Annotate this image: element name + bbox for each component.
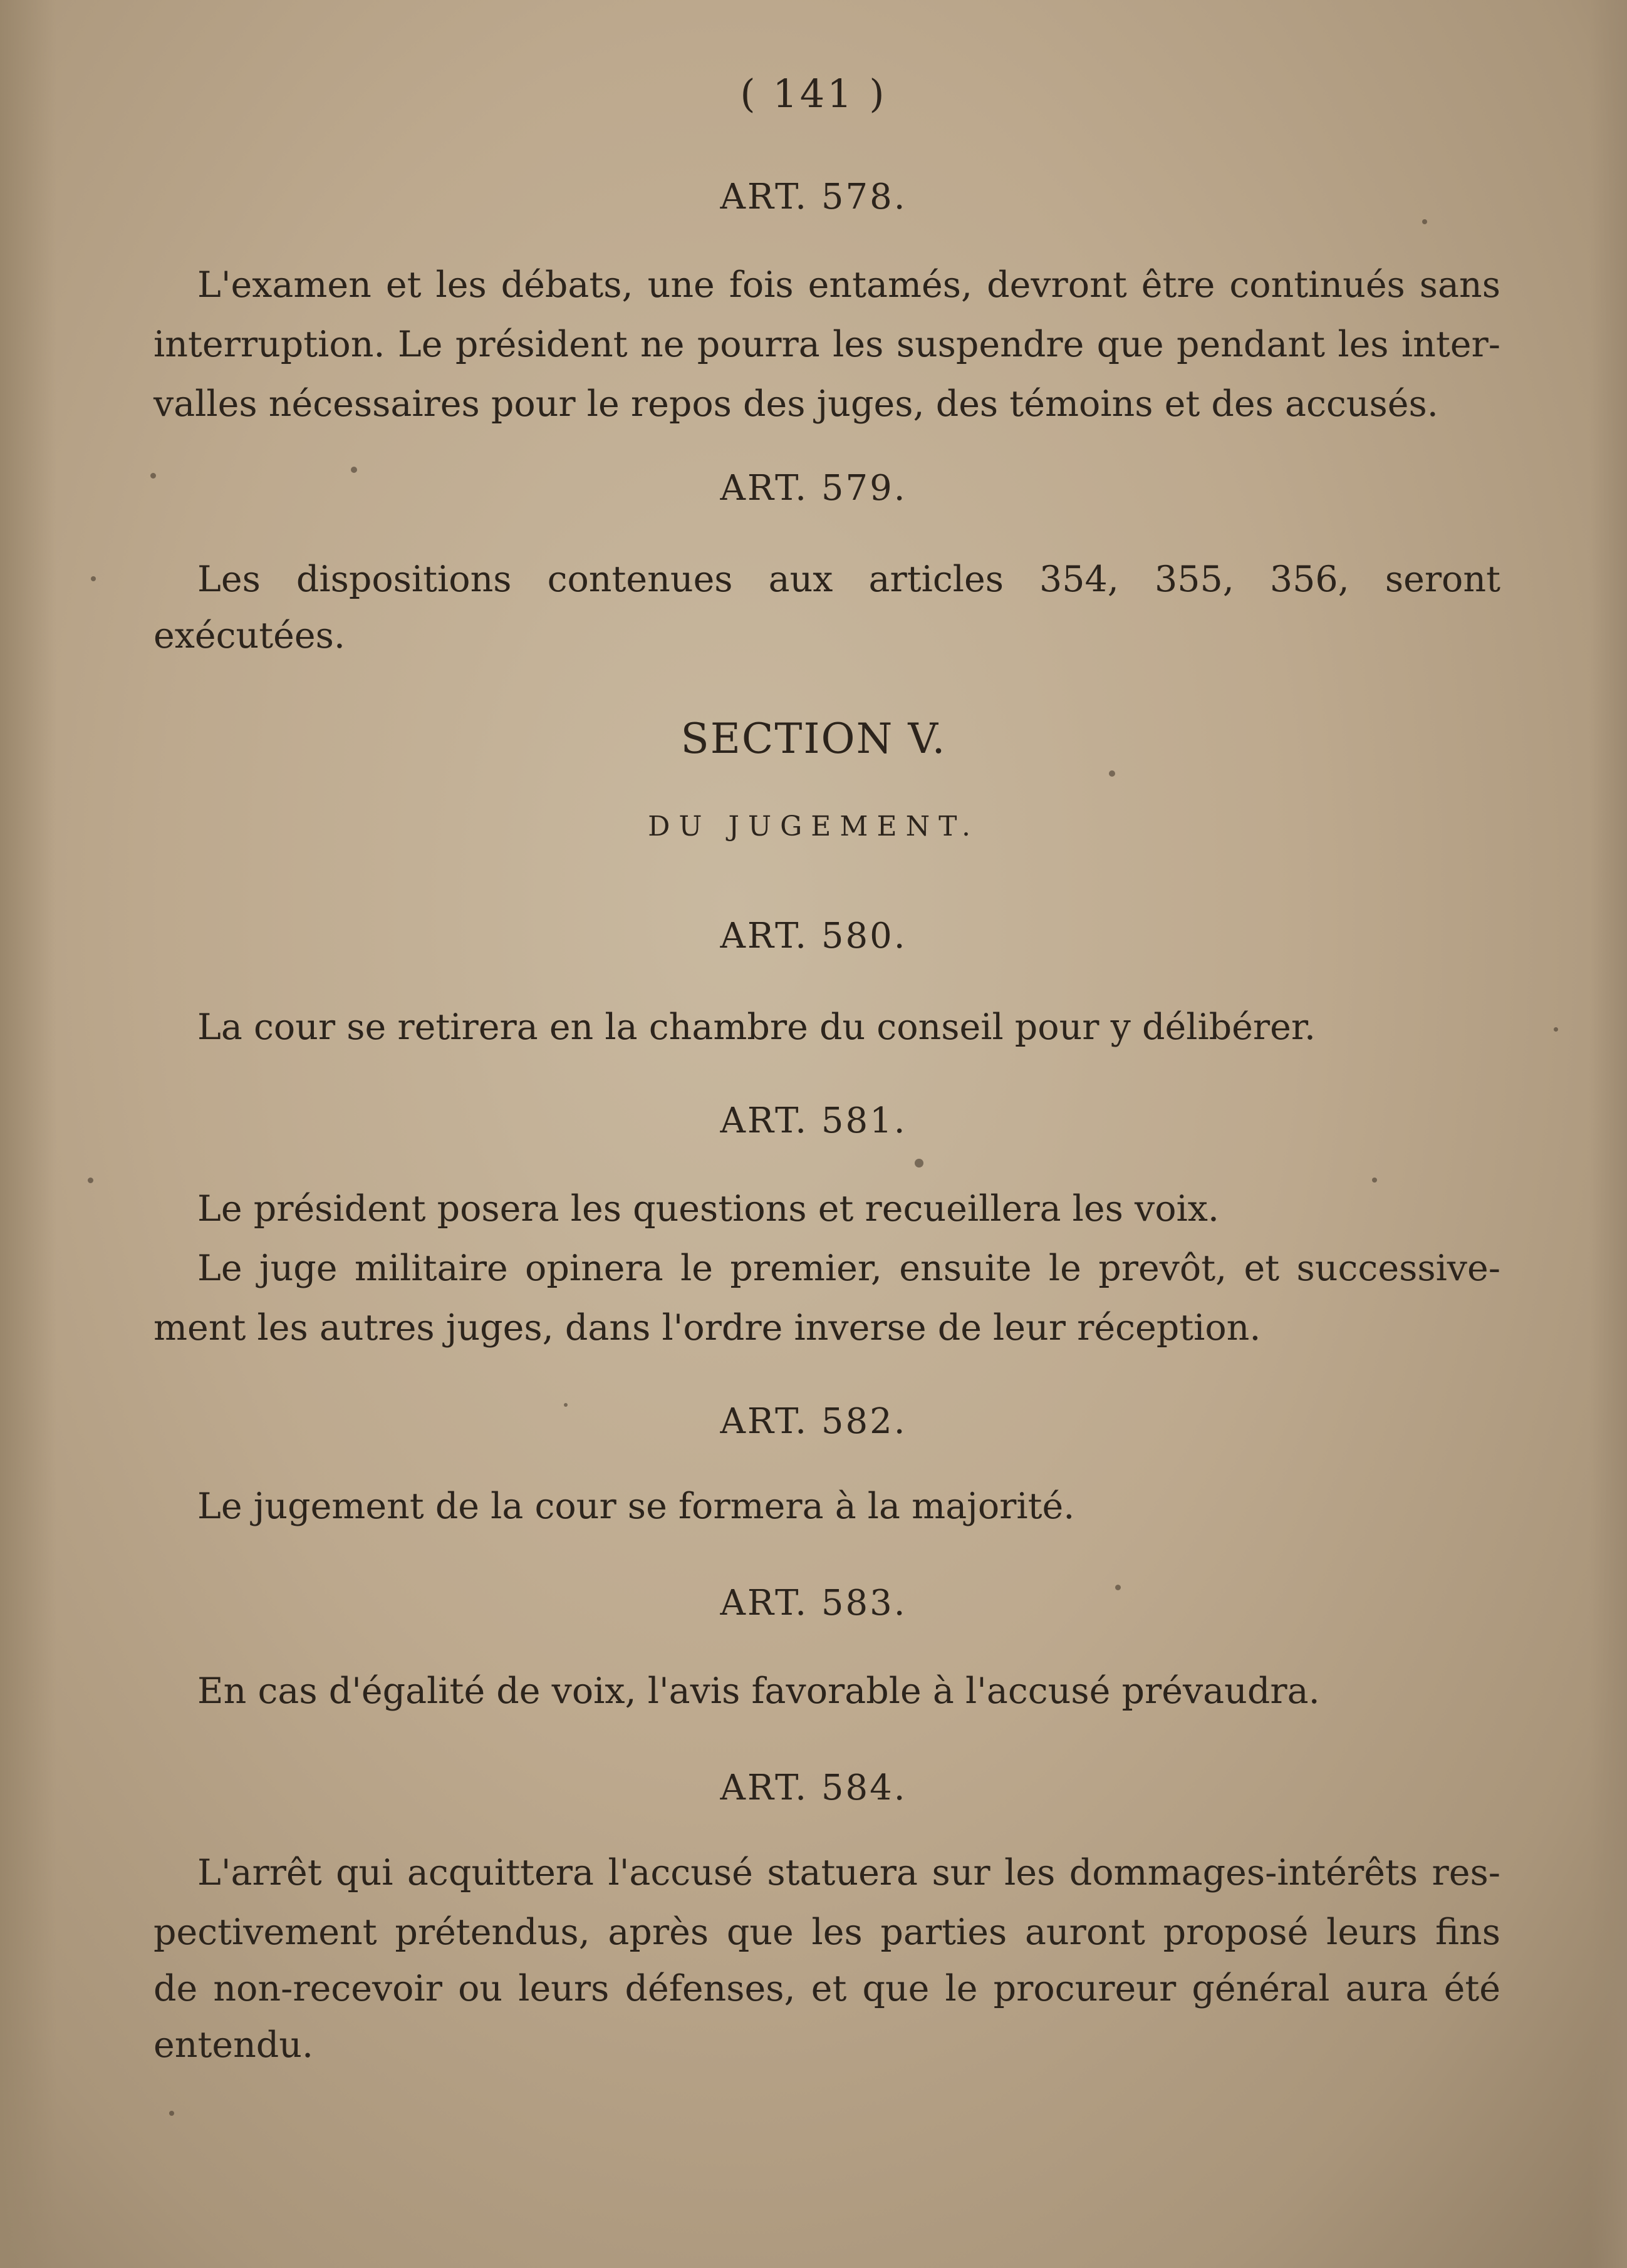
foxing-speck bbox=[1109, 770, 1115, 777]
foxing-speck bbox=[91, 576, 96, 581]
foxing-speck bbox=[88, 1178, 93, 1183]
article-578-text-line: valles nécessaires pour le repos des juges, des témoins et des accusés. bbox=[153, 383, 1438, 425]
article-581-heading: ART. 581. bbox=[720, 1100, 907, 1141]
article-583-text-line: En cas d'égalité de voix, l'avis favorable à l'accusé prévaudra. bbox=[197, 1670, 1320, 1712]
article-584-text-line: L'arrêt qui acquittera l'accusé statuera sur les dommages-intérêts res- bbox=[197, 1852, 1500, 1893]
article-578-heading: ART. 578. bbox=[720, 177, 907, 217]
foxing-speck bbox=[1372, 1178, 1377, 1183]
article-584-text-line: entendu. bbox=[153, 2024, 314, 2066]
article-580-heading: ART. 580. bbox=[720, 916, 907, 956]
article-582-heading: ART. 582. bbox=[720, 1401, 907, 1442]
article-582-text-line: Le jugement de la cour se formera à la majorité. bbox=[197, 1486, 1075, 1527]
article-581-text-line: Le président posera les questions et recueillera les voix. bbox=[197, 1188, 1220, 1230]
article-580-text-line: La cour se retirera en la chambre du conseil pour y délibérer. bbox=[197, 1007, 1316, 1048]
foxing-speck bbox=[169, 2111, 174, 2116]
article-584-text-line: de non-recevoir ou leurs défenses, et que le procureur général aura été bbox=[153, 1968, 1500, 2009]
article-583-heading: ART. 583. bbox=[720, 1583, 907, 1623]
foxing-speck bbox=[1422, 219, 1427, 224]
page-number: ( 141 ) bbox=[740, 71, 887, 117]
article-581-text-line: Le juge militaire opinera le premier, ensuite le prevôt, et successive- bbox=[197, 1248, 1500, 1289]
article-579-text-line: exécutées. bbox=[153, 615, 345, 656]
article-581-text-line: ment les autres juges, dans l'ordre inverse de leur réception. bbox=[153, 1307, 1261, 1349]
article-578-text-line: interruption. Le président ne pourra les suspendre que pendant les inter- bbox=[153, 324, 1500, 365]
article-584-heading: ART. 584. bbox=[720, 1768, 907, 1808]
section-subtitle: DU JUGEMENT. bbox=[648, 810, 979, 842]
article-579-text-line: Les dispositions contenues aux articles 354, 355, 356, seront bbox=[197, 559, 1500, 600]
foxing-speck bbox=[915, 1159, 923, 1168]
section-title: SECTION V. bbox=[680, 715, 947, 763]
article-579-heading: ART. 579. bbox=[720, 468, 907, 509]
article-584-text-line: pectivement prétendus, après que les parties auront proposé leurs fins bbox=[153, 1912, 1500, 1953]
article-578-text-line: L'examen et les débats, une fois entamés, devront être continués sans bbox=[197, 264, 1500, 306]
foxing-speck bbox=[1554, 1027, 1558, 1032]
